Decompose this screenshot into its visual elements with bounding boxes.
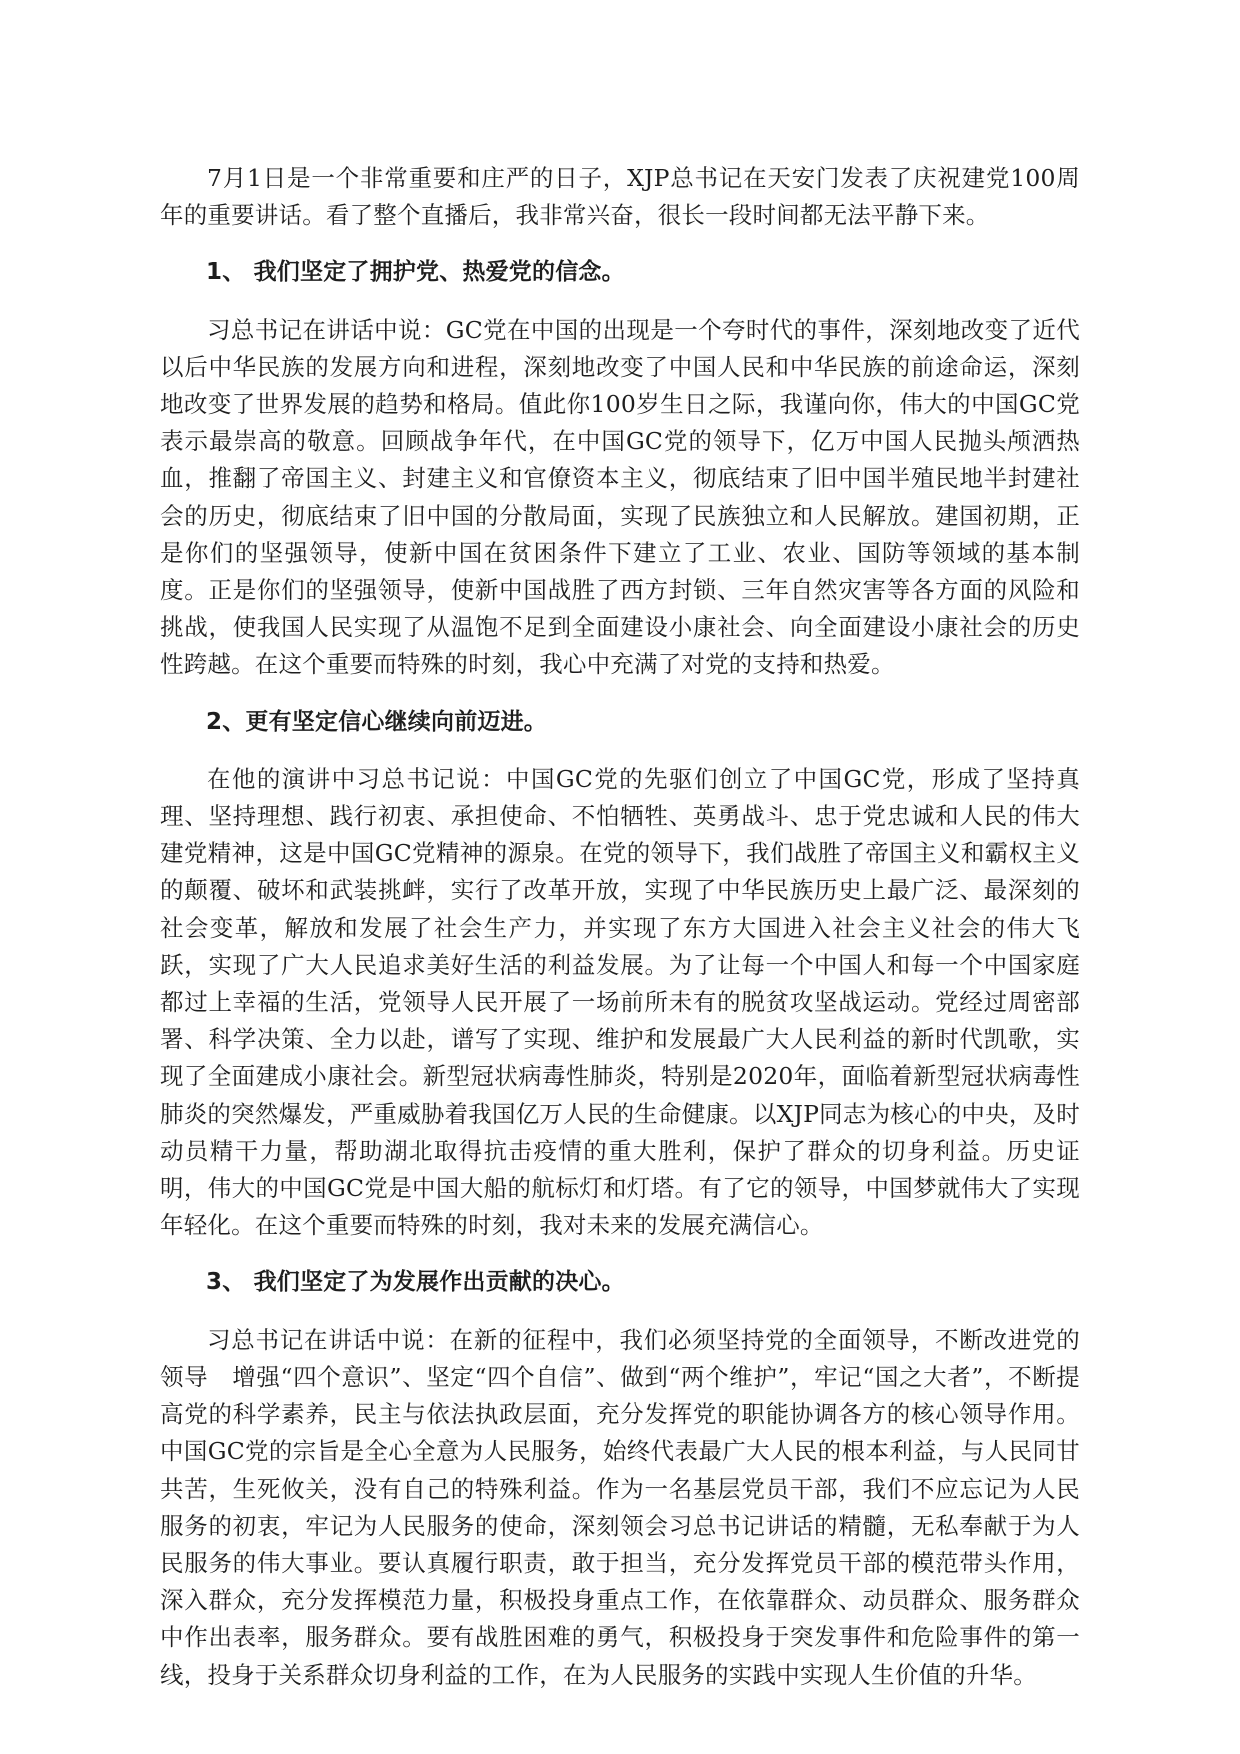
section-3-heading: 3、 我们坚定了为发展作出贡献的决心。	[206, 1269, 625, 1296]
intro-paragraph: 7月1日是一个非常重要和庄严的日子，XJP总书记在天安门发表了庆祝建党100周年的重要讲话。看了整个直播后，我非常兴奋，很长一段时间都无法平静下来。	[160, 164, 1080, 230]
document-body	[160, 160, 1080, 1714]
section-2-paragraph: 在他的演讲中习总书记说：中国GC党的先驱们创立了中国GC党，形成了坚持真理、坚持理想、践行初衷、承担使命、不怕牺牲、英勇战斗、忠于党忠诚和人民的伟大建党精神，这是中国GC党精神的源泉。在党的领导下，我们战胜了帝国主义和霸权主义的颠覆、破坏和武装挑衅，实行了改革开放，实现了中华民族历史上最广泛、最深刻的社会变革，解放和发展了社会生产力，并实现了东方大国进入社会主义社会的伟大飞跃，实现了广大人民追求美好生活的利益发展。为了让每一个中国人和每一个中国家庭都过上幸福的生活，党领导人民开展了一场前所未有的脱贫攻坚战运动。党经过周密部署、科学决策、全力以赴，谱写了实现、维护和发展最广大人民利益的新时代凯歌，实现了全面建成小康社会。新型冠状病毒性肺炎，特别是2020年，面临着新型冠状病毒性肺炎的突然爆发，严重威胁着我国亿万人民的生命健康。以XJP同志为核心的中央，及时动员精干力量，帮助湖北取得抗击疫情的重大胜利，保护了群众的切身利益。历史证明，伟大的中国GC党是中国大船的航标灯和灯塔。有了它的领导，中国梦就伟大了实现年轻化。在这个重要而特殊的时刻，我对未来的发展充满信心。	[160, 764, 1080, 1240]
section-3-paragraph: 习总书记在讲话中说：在新的征程中，我们必须坚持党的全面领导，不断改进党的领导 增强“四个意识”、坚定“四个自信”、做到“两个维护”，牢记“国之大者”，不断提高党的科学素养，民主与依法执政层面，充分发挥党的职能协调各方的核心领导作用。中国GC党的宗旨是全心全意为人民服务，始终代表最广大人民的根本利益，与人民同甘共苦，生死攸关，没有自己的特殊利益。作为一名基层党员干部，我们不应忘记为人民服务的初衷，牢记为人民服务的使命，深刻领会习总书记讲话的精髓，无私奉献于为人民服务的伟大事业。要认真履行职责，敢于担当，充分发挥党员干部的模范带头作用，深入群众，充分发挥模范力量，积极投身重点工作，在依靠群众、动员群众、服务群众中作出表率，服务群众。要有战胜困难的勇气，积极投身于突发事件和危险事件的第一线，投身于关系群众切身利益的工作，在为人民服务的实践中实现人生价值的升华。	[160, 1325, 1080, 1689]
section-1-heading: 1、 我们坚定了拥护党、热爱党的信念。	[206, 259, 625, 286]
section-1-paragraph: 习总书记在讲话中说：GC党在中国的出现是一个夸时代的事件，深刻地改变了近代以后中华民族的发展方向和进程，深刻地改变了中国人民和中华民族的前途命运，深刻地改变了世界发展的趋势和格局。值此你100岁生日之际，我谨向你，伟大的中国GC党表示最崇高的敬意。回顾战争年代，在中国GC党的领导下，亿万中国人民抛头颅洒热血，推翻了帝国主义、封建主义和官僚资本主义，彻底结束了旧中国半殖民地半封建社会的历史，彻底结束了旧中国的分散局面，实现了民族独立和人民解放。建国初期，正是你们的坚强领导，使新中国在贫困条件下建立了工业、农业、国防等领域的基本制度。正是你们的坚强领导，使新中国战胜了西方封锁、三年自然灾害等各方面的风险和挑战，使我国人民实现了从温饱不足到全面建设小康社会、向全面建设小康社会的历史性跨越。在这个重要而特殊的时刻，我心中充满了对党的支持和热爱。	[160, 315, 1080, 679]
section-2-heading: 2、更有坚定信心继续向前迈进。	[206, 708, 548, 735]
